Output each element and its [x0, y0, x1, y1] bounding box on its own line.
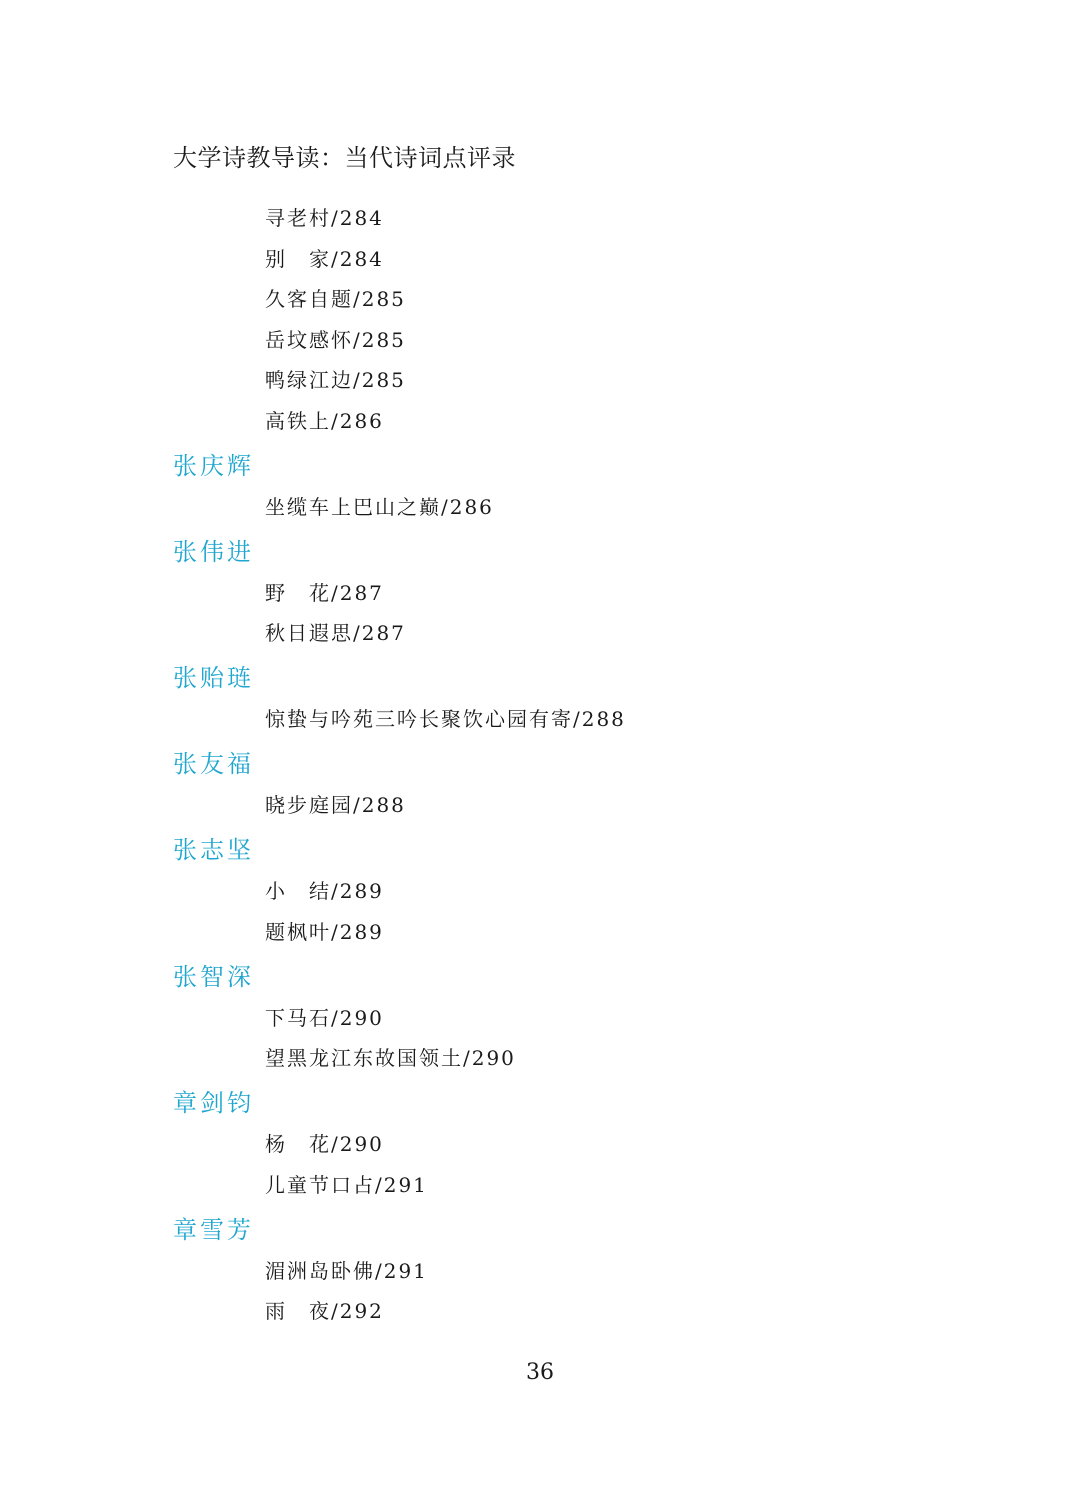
poem-entry: 儿童节口占/291 [265, 1172, 428, 1197]
poem-entry: 小 结/289 [265, 879, 384, 903]
page-number: 36 [526, 1360, 554, 1385]
author-name: 张志坚 [173, 836, 254, 864]
poem-entry: 题枫叶/289 [265, 919, 384, 944]
poem-entry: 秋日遐思/287 [265, 621, 406, 645]
poem-entry: 寻老村/284 [265, 206, 384, 230]
poem-entry: 湄洲岛卧佛/291 [265, 1258, 428, 1283]
poem-entry: 雨 夜/292 [265, 1299, 384, 1323]
poem-entry: 岳坟感怀/285 [265, 327, 406, 352]
poem-entry: 久客自题/285 [265, 287, 406, 311]
running-head-title: 大学诗教导读：当代诗词点评录 [173, 144, 516, 172]
author-name: 张庆辉 [173, 451, 254, 480]
poem-entry: 杨 花/290 [265, 1132, 384, 1156]
poem-entry: 鸭绿江边/285 [265, 368, 406, 392]
poem-entry: 高铁上/286 [265, 408, 384, 433]
author-name: 张伟进 [173, 537, 254, 566]
poem-entry: 惊蛰与吟苑三吟长聚饮心园有寄/288 [265, 707, 626, 731]
author-name: 张友福 [173, 750, 254, 778]
poem-entry: 下马石/290 [265, 1005, 384, 1030]
author-name: 章雪芳 [173, 1215, 254, 1244]
poem-entry: 晓步庭园/288 [265, 793, 406, 817]
poem-entry: 别 家/284 [265, 246, 384, 271]
author-name: 张智深 [173, 962, 254, 991]
author-name: 张贻琏 [173, 664, 254, 692]
poem-entry: 坐缆车上巴山之巅/286 [265, 494, 494, 519]
poem-entry: 望黑龙江东故国领土/290 [265, 1046, 516, 1070]
poem-entry: 野 花/287 [265, 580, 384, 605]
author-name: 章剑钧 [173, 1089, 254, 1117]
